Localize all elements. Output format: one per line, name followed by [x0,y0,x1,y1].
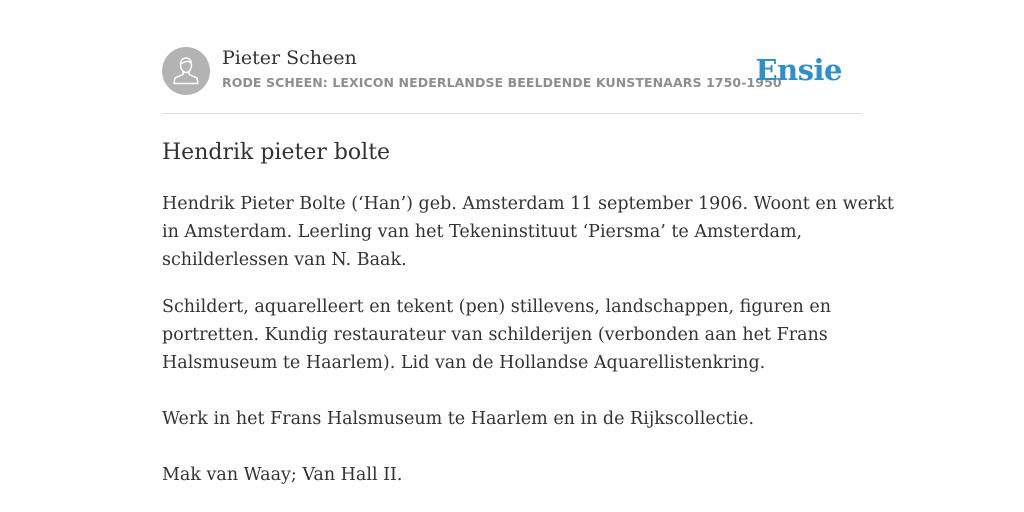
paragraph-gap [162,377,874,405]
paragraph-line: Mak van Waay; Van Hall II. [162,465,403,485]
paragraph-line: schilderlessen van N. Baak. [162,250,407,270]
author-name[interactable]: Pieter Scheen [222,47,357,69]
divider [162,113,862,114]
ensie-logo[interactable]: Ensie [755,53,842,87]
paragraph-line: portretten. Kundig restaurateur van schilderijen (verbonden aan het Frans [162,325,828,345]
header [162,46,862,96]
avatar[interactable] [162,47,210,95]
article-title: Hendrik pieter bolte [162,140,391,165]
paragraph-line: Hendrik Pieter Bolte (‘Han’) geb. Amsterdam 11 september 1906. Woont en werkt [162,194,894,214]
article-body [162,190,894,489]
paragraph-gap [162,433,874,461]
paragraph-gap [162,274,874,293]
paragraph-line: Halsmuseum te Haarlem). Lid van de Hollandse Aquarellistenkring. [162,353,766,373]
paragraph-line: Werk in het Frans Halsmuseum te Haarlem en in de Rijkscollectie. [162,409,755,429]
user-icon [162,47,210,95]
paragraph-line: in Amsterdam. Leerling van het Tekeninstituut ‘Piersma’ te Amsterdam, [162,222,803,242]
paragraph-line: Schildert, aquarelleert en tekent (pen) stillevens, landschappen, figuren en [162,297,831,317]
source-title[interactable]: RODE SCHEEN: LEXICON NEDERLANDSE BEELDENDE KUNSTENAARS 1750-1950 [222,75,782,90]
